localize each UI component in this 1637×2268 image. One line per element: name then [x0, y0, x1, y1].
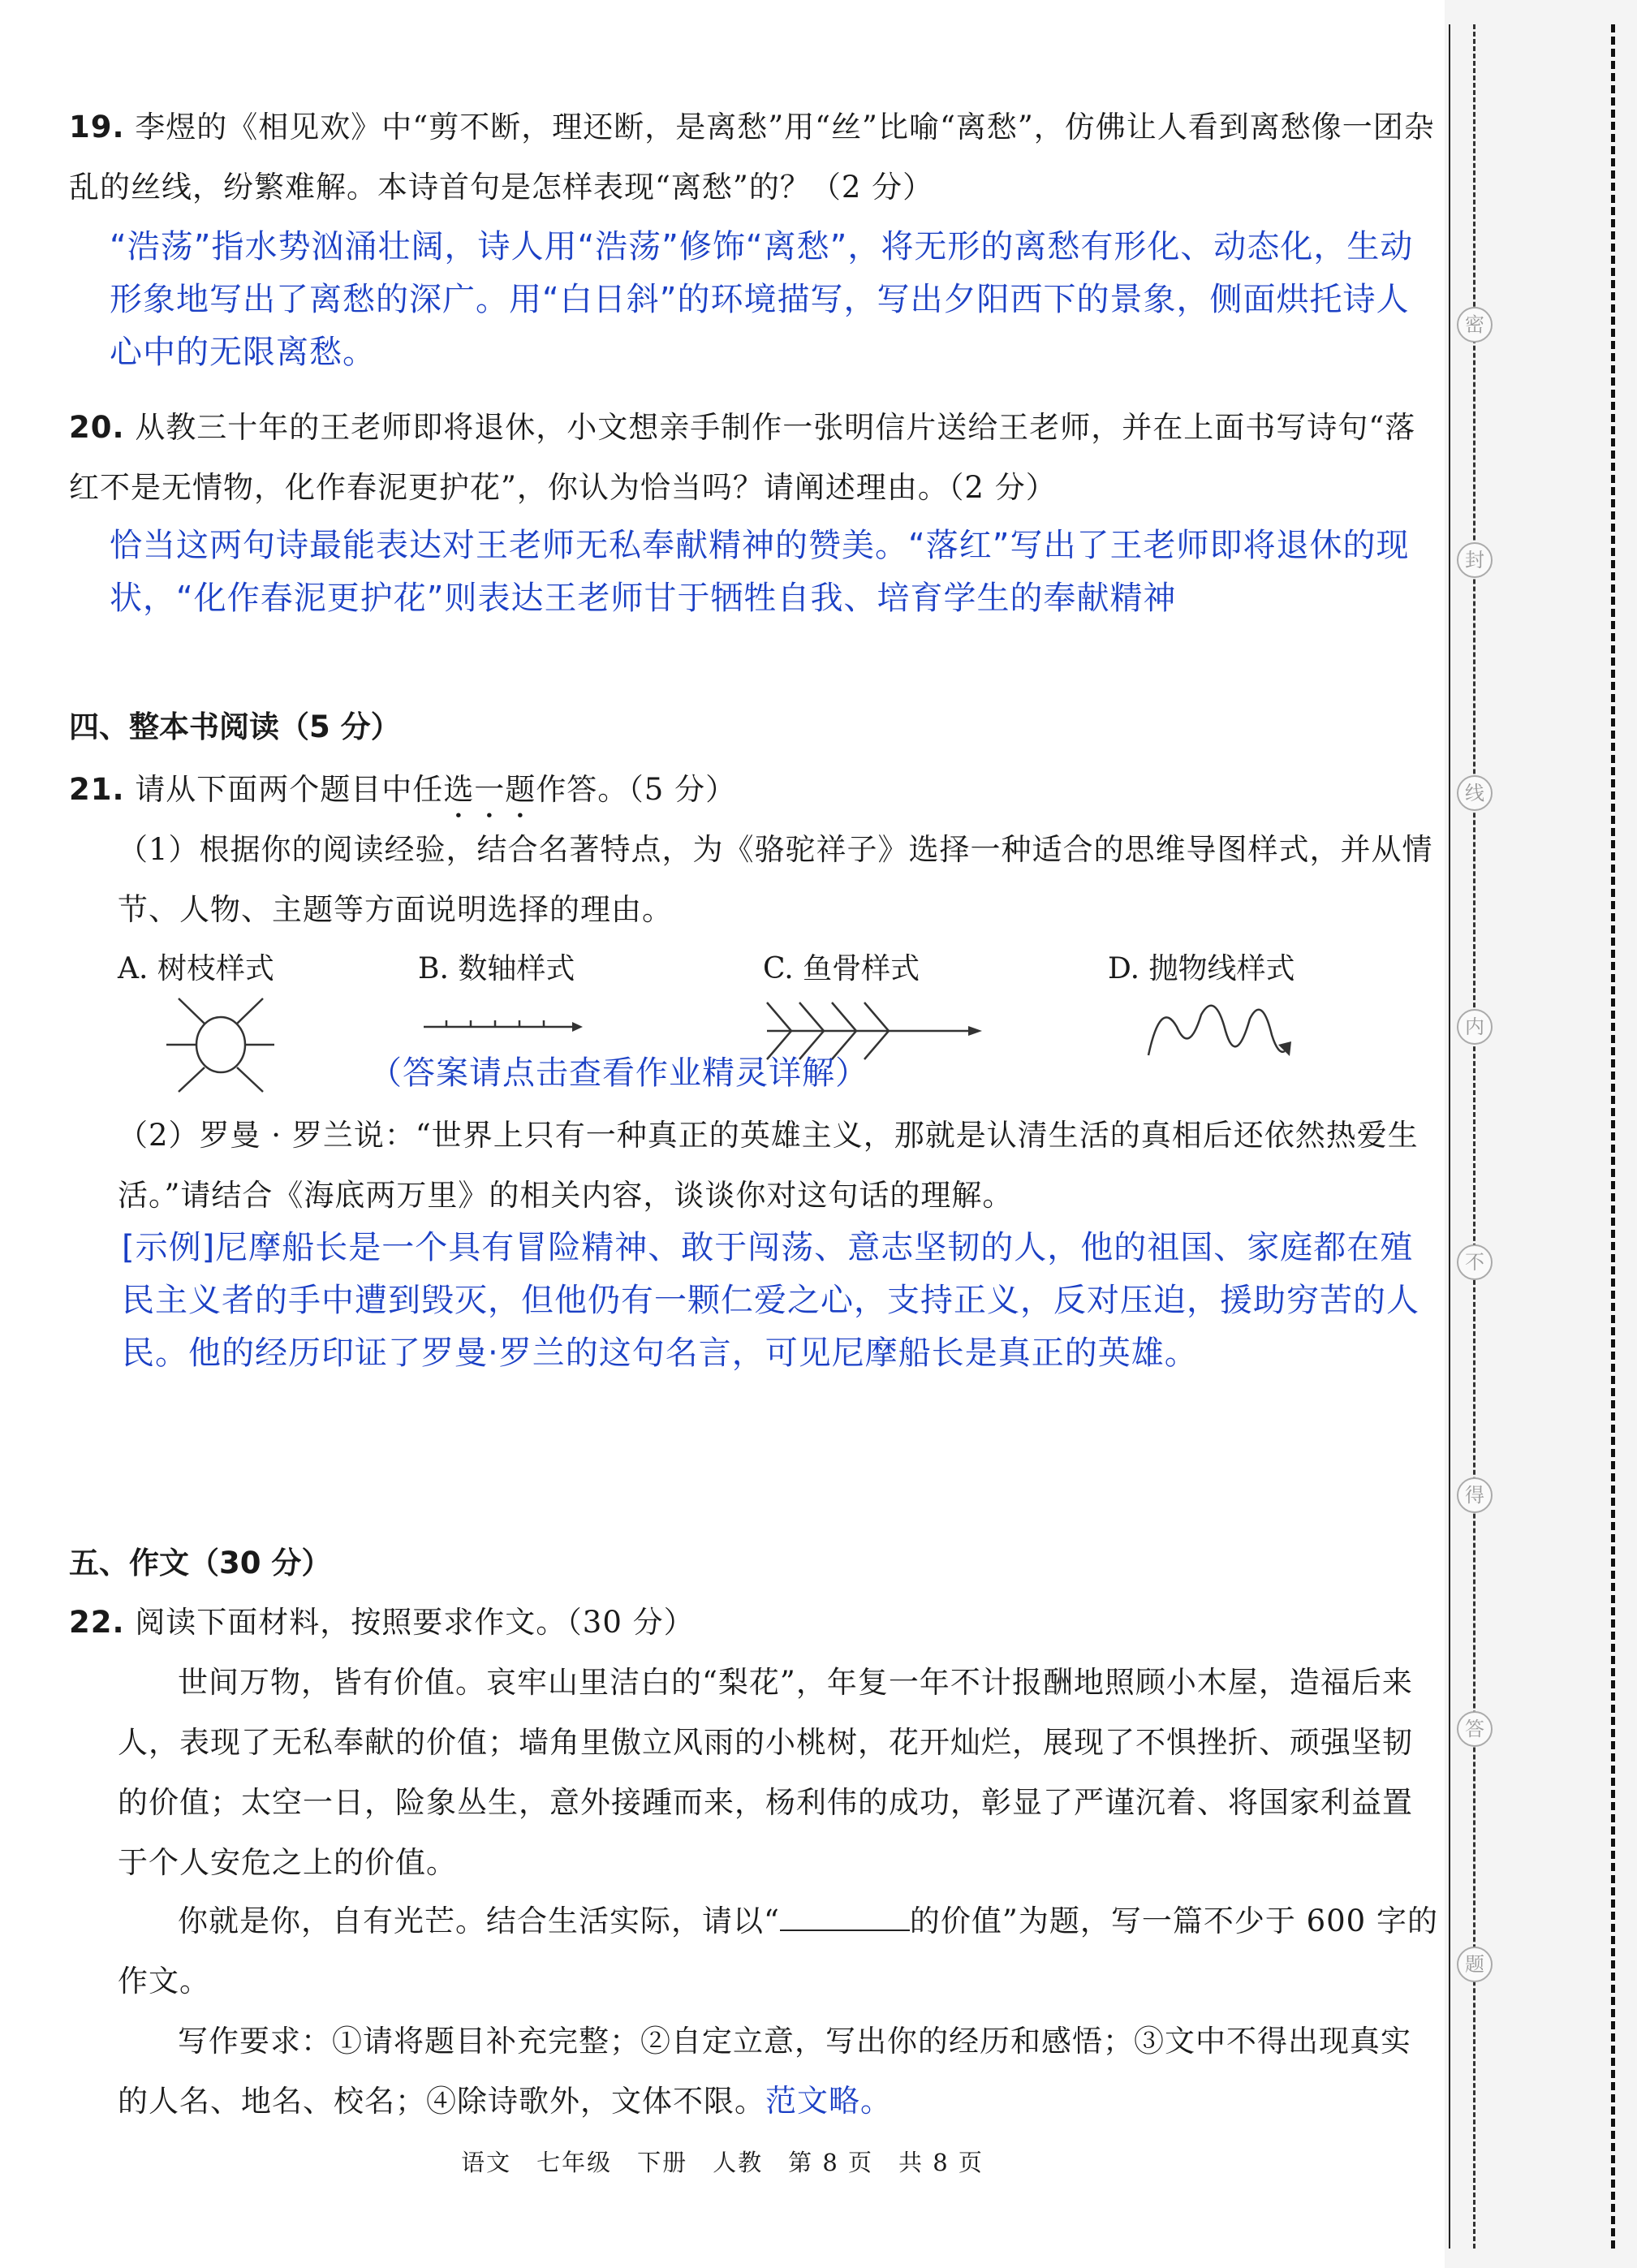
question-text: 李煜的《相见欢》中“剪不断，理还断，是离愁”用“丝”比喻“离愁”，仿佛让人看到离愁像一团杂乱的丝线，纷繁难解。本诗首句是怎样表现“离愁”的？（2 分）	[69, 110, 1435, 205]
q22-requirements	[118, 2011, 1441, 2132]
question-22	[69, 1593, 1441, 1653]
question-text-emphasis: 选一题	[443, 772, 536, 807]
binding-outer-dashed-line	[1611, 24, 1615, 2249]
requirements-text: 写作要求：①请将题目补充完整；②自定立意，写出你的经历和感悟；③文中不得出现真实的人名、地名、校名；④除诗歌外，文体不限。	[118, 2024, 1411, 2119]
seal-char-xian: 线	[1457, 775, 1493, 811]
question-text-pre: 请从下面两个题目中任	[135, 772, 444, 807]
option-d-label: D. 抛物线样式	[1108, 952, 1295, 985]
seal-char-da: 答	[1457, 1711, 1493, 1747]
seal-char-feng: 封	[1457, 542, 1493, 578]
question-text: 从教三十年的王老师即将退休，小文想亲手制作一张明信片送给王老师，并在上面书写诗句“落红不是无情物，化作春泥更护花”，你认为恰当吗？请阐述理由。（2 分）	[69, 410, 1416, 505]
title-blank	[780, 1905, 910, 1931]
question-19	[69, 97, 1441, 218]
q21-part1-answer: （答案请点击查看作业精灵详解）	[369, 1054, 868, 1092]
question-text-post: 作答。（5 分）	[536, 772, 737, 807]
seal-char-mi: 密	[1457, 307, 1493, 343]
question-number: 19.	[69, 110, 125, 144]
option-c-label: C. 鱼骨样式	[763, 952, 920, 985]
material-2-pre: 你就是你，自有光芒。结合生活实际，请以“	[178, 1904, 780, 1938]
question-number: 20.	[69, 410, 125, 445]
section-title-4: 四、整本书阅读（5 分）	[69, 709, 401, 744]
question-20	[69, 398, 1441, 518]
binding-dashed-line	[1473, 24, 1475, 2249]
branch-style-diagram	[162, 994, 276, 1096]
q21-part1: （1）根据你的阅读经验，结合名著特点，为《骆驼祥子》选择一种适合的思维导图样式，并从情节、人物、主题等方面说明选择的理由。	[118, 832, 1433, 927]
binding-solid-line	[1449, 24, 1450, 2249]
page-footer: 语文 七年级 下册 人教 第 8 页 共 8 页	[461, 2149, 984, 2176]
material-2-post: 的价值”为题，写一篇不少于 600 字的作文。	[118, 1904, 1438, 1999]
question-21	[69, 760, 1441, 825]
wave-diagram	[1140, 994, 1335, 1067]
seal-char-bu: 不	[1457, 1244, 1493, 1280]
option-a-label: A. 树枝样式	[118, 952, 274, 985]
seal-char-ti: 题	[1457, 1947, 1493, 1982]
answer-19: “浩荡”指水势汹涌壮阔，诗人用“浩荡”修饰“离愁”，将无形的离愁有形化、动态化，生动形象地写出了离愁的深广。用“白日斜”的环境描写，写出夕阳西下的景象，侧面烘托诗人心中的无限离愁。	[110, 228, 1414, 371]
number-axis-diagram	[422, 1015, 584, 1039]
q22-material-2	[118, 1891, 1441, 2011]
q21-part2-answer: [示例]尼摩船长是一个具有冒险精神、敢于闯荡、意志坚韧的人，他的祖国、家庭都在殖民主义者的手中遭到毁灭，但他仍有一颗仁爱之心，支持正义，反对压迫，援助穷苦的人民。他的经历印证了罗曼·罗兰的这句名言，可见尼摩船长是真正的英雄。	[122, 1229, 1419, 1372]
q21-part2: （2）罗曼 · 罗兰说：“世界上只有一种真正的英雄主义，那就是认清生活的真相后还依然热爱生活。”请结合《海底两万里》的相关内容，谈谈你对这句话的理解。	[118, 1118, 1419, 1213]
question-number: 22.	[69, 1605, 125, 1640]
option-b-label: B. 数轴样式	[418, 952, 575, 985]
question-number: 21.	[69, 772, 125, 807]
section-title-5: 五、作文（30 分）	[69, 1546, 332, 1580]
seal-char-nei: 内	[1457, 1009, 1493, 1045]
seal-char-de: 得	[1457, 1477, 1493, 1513]
q22-material-1: 世间万物，皆有价值。哀牢山里洁白的“梨花”，年复一年不计报酬地照顾小木屋，造福后来人，表现了无私奉献的价值；墙角里傲立风雨的小桃树，花开灿烂，展现了不惧挫折、顽强坚韧的价值；太空一日，险象丛生，意外接踵而来，杨利伟的成功，彰显了严谨沉着、将国家利益置于个人安危之上的价值。	[118, 1665, 1413, 1880]
q22-answer: 范文略。	[765, 2083, 893, 2119]
question-text: 阅读下面材料，按照要求作文。（30 分）	[135, 1605, 695, 1640]
answer-20: 恰当这两句诗最能表达对王老师无私奉献精神的赞美。“落红”写出了王老师即将退休的现状，“化作春泥更护花”则表达王老师甘于牺牲自我、培育学生的奉献精神	[110, 527, 1410, 617]
